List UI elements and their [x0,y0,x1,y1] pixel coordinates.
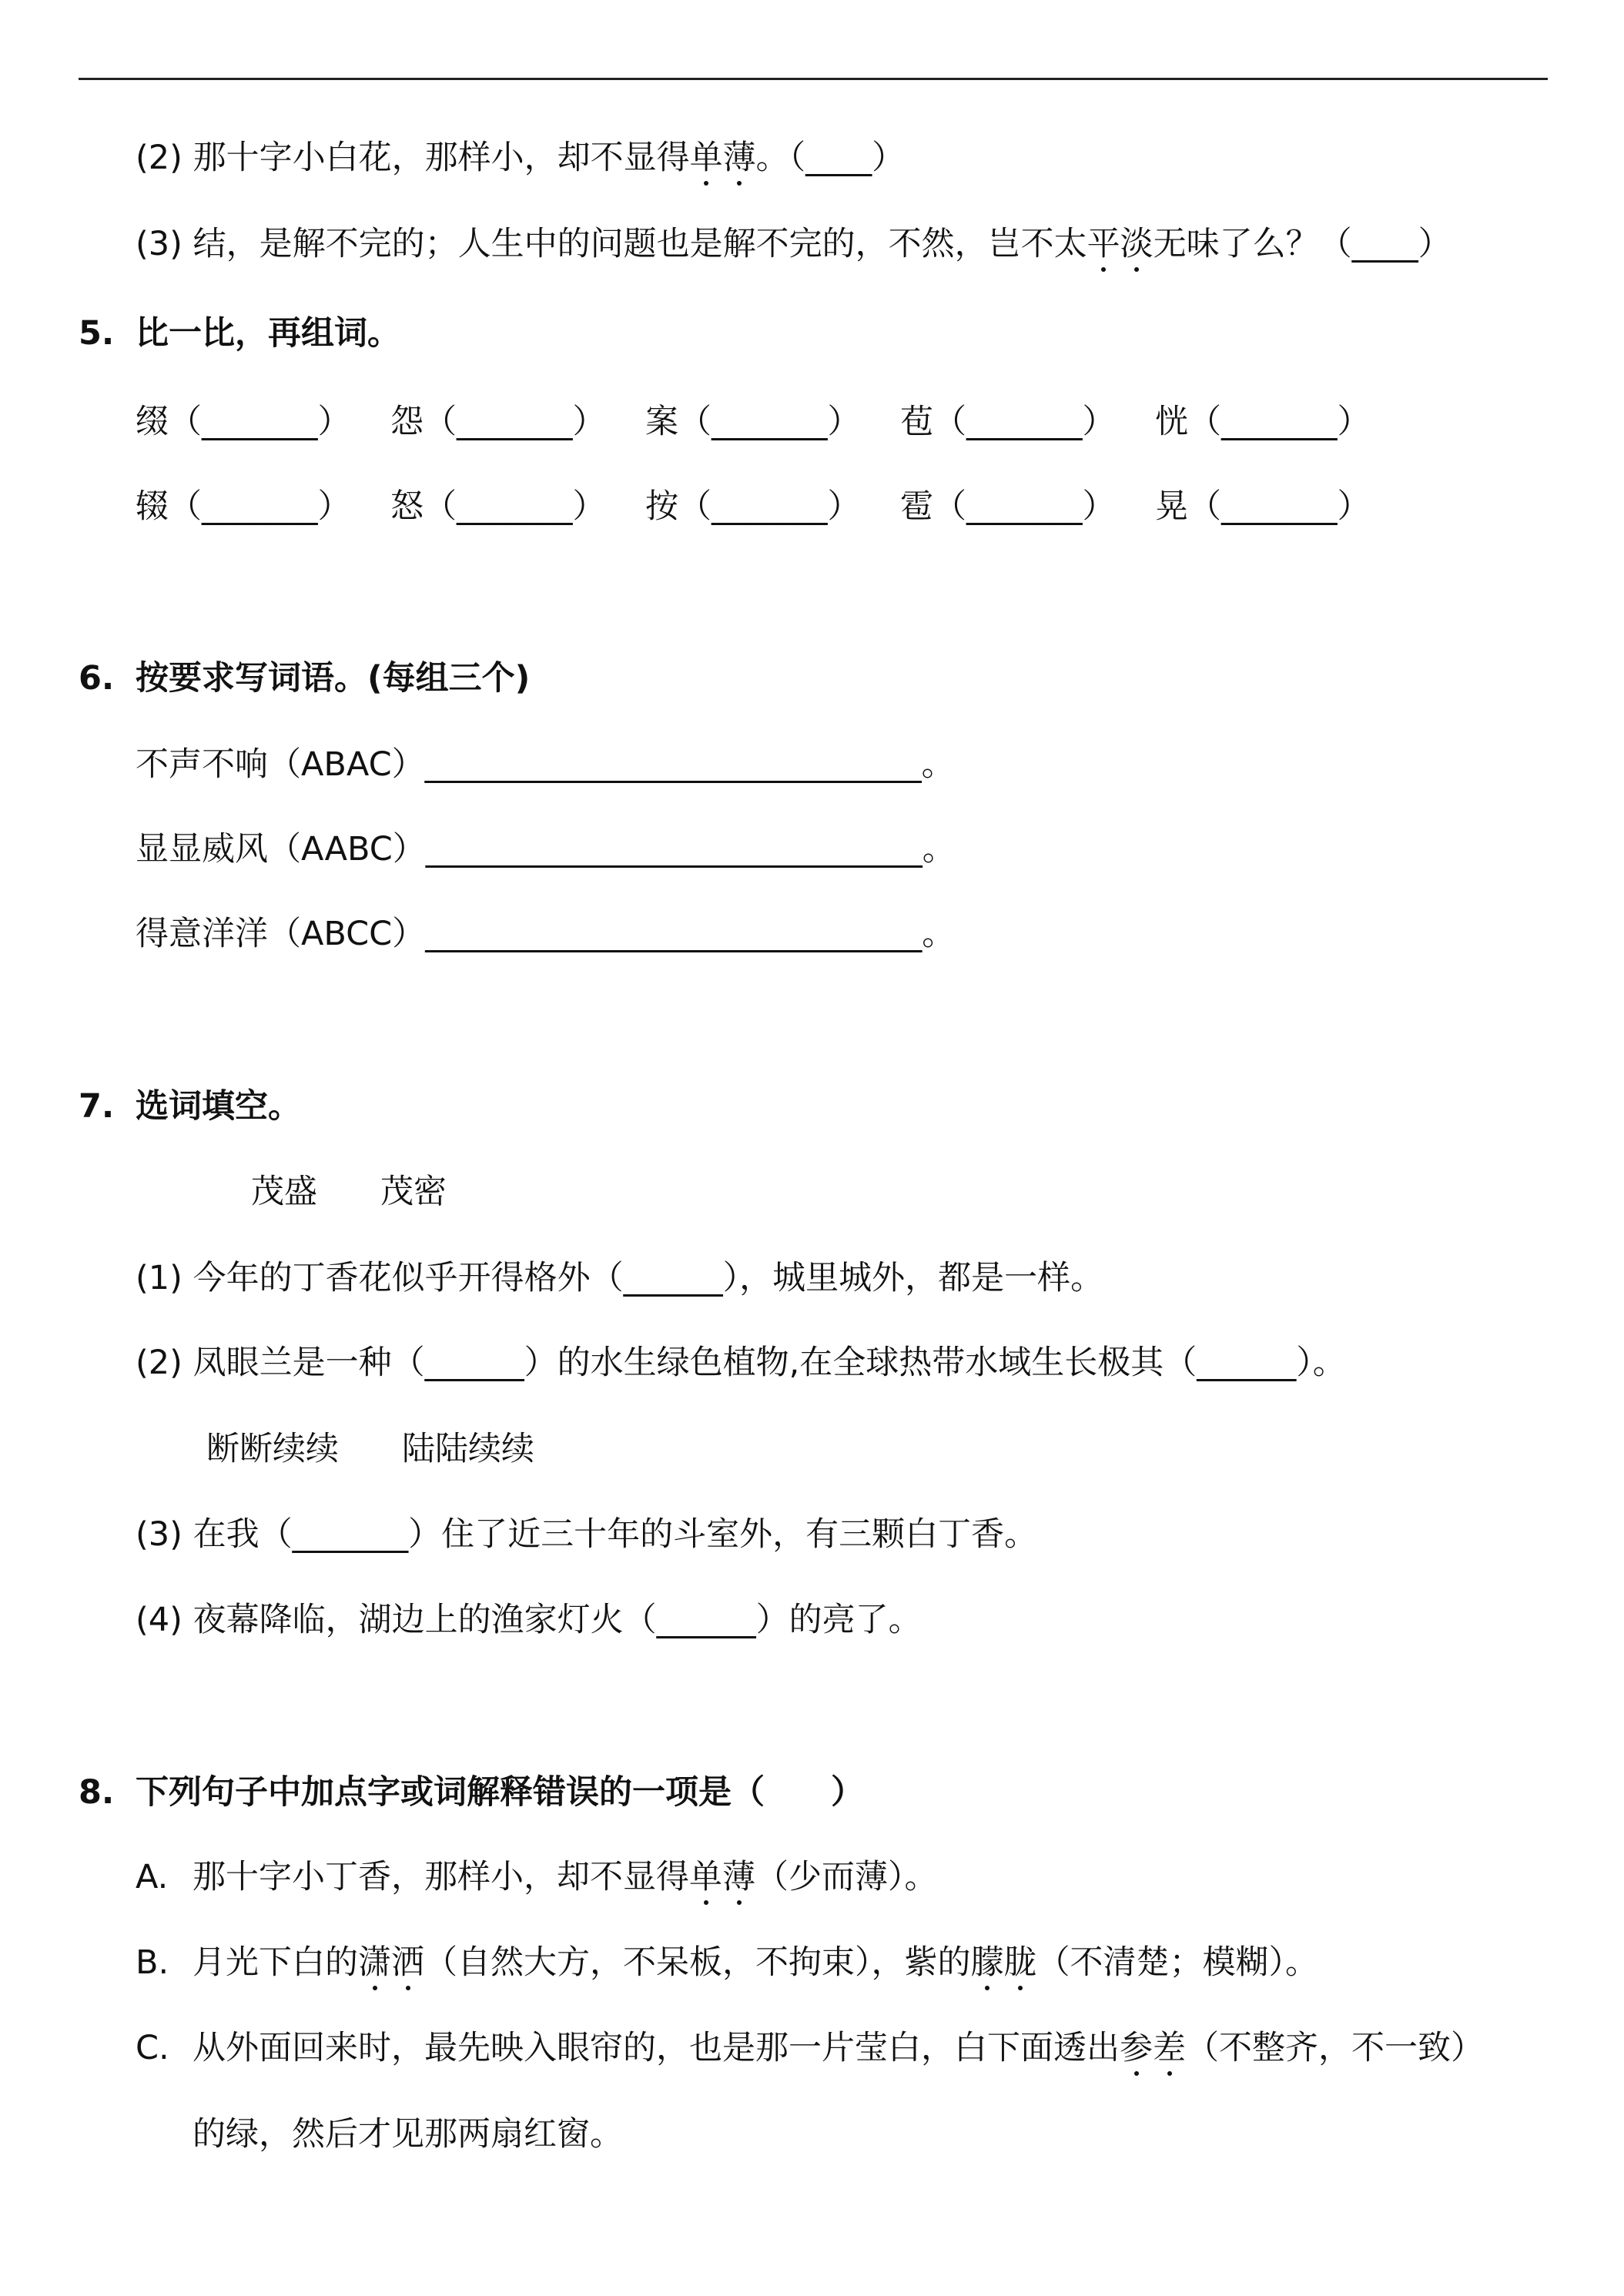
question-title: 下列句子中加点字或词解释错误的一项是（ ） [136,1773,864,1812]
option-label: A. [136,1858,169,1896]
q6-item[interactable]: 不声不响（ABAC）______________________________。 [136,745,955,784]
q5-word-cell[interactable]: 缀（_______） [136,403,351,441]
q8-heading [79,1769,864,1816]
q8-option-a[interactable] [136,1854,938,1900]
option-text: （少而薄）。 [755,1858,938,1896]
dotted-char: 单 [689,1854,722,1900]
q6-item[interactable]: 得意洋洋（ABCC）______________________________。 [136,915,956,953]
sentence-text: (2) 那十字小白花，那样小，却不显得 [136,139,690,177]
q5-word-cell[interactable]: 苞（_______） [900,403,1116,441]
option-label: C. [136,2029,169,2067]
q5-word-cell[interactable]: 按（_______） [645,487,861,526]
q4-sentence-3 [136,221,1452,267]
q4-sentence-2 [136,135,905,181]
question-number: 6. [79,659,115,698]
question-number: 5. [79,314,115,353]
dotted-char: 单 [690,135,723,181]
sentence-text: (3) 结，是解不完的；人生中的问题也是解不完的，不然，岂不太 [136,225,1087,263]
option-text: 月光下白的 [193,1943,358,1982]
dotted-char: 平 [1087,221,1120,267]
q7-sentence-2[interactable]: (2) 凤眼兰是一种（______）的水生绿色植物,在全球热带水域生长极其（______）。 [136,1344,1346,1382]
option-text: 那十字小丁香，那样小，却不显得 [193,1858,689,1896]
q7-sentence-4[interactable]: (4) 夜幕降临，湖边上的渔家灯火（______）的亮了。 [136,1601,922,1639]
option-text: 从外面回来时，最先映入眼帘的，也是那一片莹白，白下面透出 [193,2029,1120,2067]
q7-sentence-3[interactable]: (3) 在我（_______）住了近三十年的斗室外，有三颗白丁香。 [136,1515,1038,1554]
question-number: 7. [79,1087,115,1126]
answer-blank[interactable]: 。（____） [755,139,906,177]
q5-word-cell[interactable]: 怨（_______） [390,403,606,441]
option-text: （不清楚；模糊）。 [1036,1943,1318,1982]
dotted-char: 洒 [391,1940,424,1986]
question-title: 选词填空。 [136,1087,301,1126]
dotted-char: 潇 [358,1940,391,1986]
q8-option-b[interactable] [136,1940,1318,1986]
q7-word-choices-1: 茂盛 茂密 [251,1173,447,1211]
dotted-char: 参 [1120,2025,1153,2071]
dotted-char: 差 [1153,2025,1186,2071]
dotted-char: 薄 [722,1854,755,1900]
option-text: （不整齐，不一致） [1186,2029,1484,2067]
q5-word-cell[interactable]: 辍（_______） [136,487,351,526]
question-title: 按要求写词语。(每组三个) [136,659,531,698]
q8-option-c[interactable] [136,2025,1484,2071]
option-label: B. [136,1943,169,1982]
question-title: 比一比，再组词。 [136,314,400,353]
answer-blank[interactable]: 无味了么？（____） [1153,225,1452,263]
q8-option-c-continued: 的绿，然后才见那两扇红窗。 [193,2115,623,2154]
q7-sentence-1[interactable]: (1) 今年的丁香花似乎开得格外（______），城里城外，都是一样。 [136,1259,1104,1297]
q6-item[interactable]: 显显威风（AABC）______________________________。 [136,830,956,869]
dotted-char: 胧 [1004,1940,1037,1986]
q7-heading [79,1083,301,1130]
q5-heading [79,310,400,356]
option-text: （自然大方，不呆板，不拘束），紫的 [424,1943,971,1982]
top-rule [79,78,1548,80]
dotted-char: 朦 [971,1940,1004,1986]
q5-word-cell[interactable]: 晃（_______） [1155,487,1371,526]
q7-word-choices-2: 断断续续 陆陆续续 [206,1430,535,1468]
dotted-char: 淡 [1120,221,1154,267]
q5-word-cell[interactable]: 案（_______） [645,403,861,441]
q5-word-cell[interactable]: 恍（_______） [1155,403,1371,441]
question-number: 8. [79,1773,115,1812]
q5-word-cell[interactable]: 怒（_______） [390,487,606,526]
q6-heading [79,655,530,701]
dotted-char: 薄 [723,135,756,181]
q5-word-cell[interactable]: 雹（_______） [900,487,1116,526]
